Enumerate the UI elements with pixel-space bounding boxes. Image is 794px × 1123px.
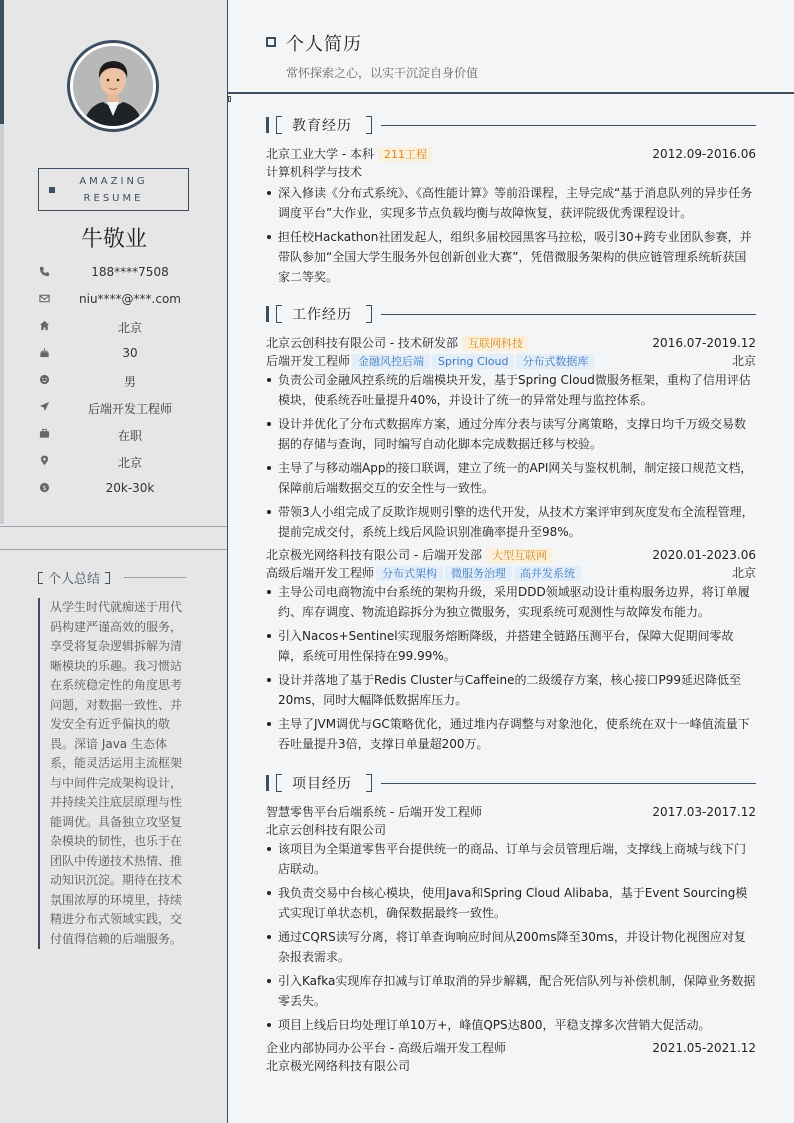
job-date: 2016.07-2019.12	[652, 336, 756, 350]
industry-tag: 大型互联网	[486, 548, 553, 563]
education-entry	[266, 145, 756, 291]
list-item: 负责公司金融风控系统的后端模块开发，基于Spring Cloud微服务框架，重构了信用评估模块，使系统吞吐量提升40%，并设计了统一的异常处理与监控体系。	[266, 370, 756, 410]
school-name: 北京工业大学 - 本科	[266, 147, 374, 161]
svg-text:$: $	[41, 483, 47, 492]
list-item: 引入Nacos+Sentinel实现服务熔断降级，并搭建全链路压测平台，保障大促期间零故障，系统可用性保持在99.99%。	[266, 626, 756, 666]
section-bar	[266, 117, 269, 133]
send-icon	[38, 401, 50, 413]
bracket-left-icon	[276, 116, 282, 134]
skill-tag: 微服务治理	[445, 566, 512, 581]
list-item: 主导了JVM调优与GC策略优化，通过堆内存调整与对象池化，使系统在双十一峰值流量下吞吐量提升3倍，支撑日单量超200万。	[266, 714, 756, 754]
list-item: 主导了与移动端App的接口联调，建立了统一的API网关与鉴权机制，制定接口规范文档，保障前后端数据交互的安全性与一致性。	[266, 458, 756, 498]
job-entry	[266, 546, 756, 758]
list-item: 引入Kafka实现库存扣减与订单取消的异步解耦，配合死信队列与补偿机制，保障业务数据零丢失。	[266, 971, 756, 1011]
badge-line-1: AMAZING	[79, 176, 148, 187]
gender-value: 男	[123, 375, 136, 389]
school-tag: 211工程	[378, 147, 433, 162]
info-row-city	[0, 452, 228, 479]
info-row-salary	[0, 479, 228, 506]
job-city: 北京	[731, 566, 756, 580]
badge-square-icon	[49, 187, 55, 193]
project-entry	[266, 803, 756, 1039]
education-date: 2012.09-2016.06	[652, 147, 756, 161]
projects-title: 项目经历	[292, 776, 352, 792]
bracket-right-icon	[366, 774, 372, 792]
work-heading	[266, 304, 756, 324]
age-value: 30	[122, 346, 138, 360]
skill-tag: 分布式数据库	[516, 354, 594, 369]
job-entry	[266, 334, 756, 546]
candidate-name: 牛敬业	[80, 227, 147, 252]
money-icon	[38, 482, 50, 494]
info-row-phone	[0, 263, 228, 290]
skill-tag: Spring Cloud	[432, 354, 514, 369]
skill-tag: 金融风控后端	[352, 354, 430, 369]
bracket-right-icon	[105, 572, 110, 584]
section-bar	[266, 775, 269, 791]
bracket-right-icon	[366, 116, 372, 134]
info-row-status	[0, 425, 228, 452]
briefcase-icon	[38, 428, 50, 440]
project-company: 北京云创科技有限公司	[266, 823, 387, 837]
position-value: 后端开发工程师	[87, 402, 172, 416]
bracket-right-icon	[366, 305, 372, 323]
skill-tag: 分布式架构	[376, 566, 443, 581]
list-item: 设计并优化了分布式数据库方案，通过分库分表与读写分离策略，支撑日均千万级交易数据的存储与查询，同时编写自动化脚本完成数据迁移与校验。	[266, 414, 756, 454]
avatar-portrait-icon	[73, 46, 153, 126]
education-heading	[266, 115, 756, 135]
email-value: niu****@***.com	[79, 292, 181, 306]
header-rule	[228, 92, 794, 94]
phone-icon	[38, 266, 50, 278]
sidebar-divider	[0, 526, 227, 527]
job-role: 高级后端开发工程师	[266, 566, 375, 580]
hometown-value: 北京	[117, 321, 142, 335]
list-item: 担任校Hackathon社团发起人，组织多届校园黑客马拉松，吸引30+跨专业团队参赛，并带队参加“全国大学生服务外包创新创业大赛”，凭借微服务架构的供应链管理系统斩获国家二等奖。	[266, 227, 756, 287]
bracket-left-icon	[38, 572, 43, 584]
section-rule	[381, 314, 756, 315]
job-role: 后端开发工程师	[266, 354, 351, 368]
amazing-resume-badge	[38, 168, 189, 211]
status-value: 在职	[117, 429, 142, 443]
project-date: 2021.05-2021.12	[652, 1041, 756, 1055]
location-pin-icon	[38, 455, 50, 467]
info-row-age	[0, 344, 228, 371]
salary-value: 20k-30k	[105, 481, 155, 495]
list-item: 带领3人小组完成了反欺诈规则引擎的迭代开发，从技术方案评审到灰度发布全流程管理，提前完成交付，系统上线后风险识别准确率提升至98%。	[266, 502, 756, 542]
project-date: 2017.03-2017.12	[652, 805, 756, 819]
work-title: 工作经历	[292, 307, 352, 323]
title-square-icon	[266, 37, 276, 47]
info-row-gender	[0, 371, 228, 398]
job-city: 北京	[731, 354, 756, 368]
phone-value: 188****7508	[91, 265, 169, 279]
section-rule	[381, 783, 756, 784]
sidebar	[0, 0, 228, 1123]
sidebar-divider	[0, 549, 227, 550]
industry-tag: 互联网科技	[462, 336, 529, 351]
summary-heading-line	[124, 577, 186, 578]
section-bar	[266, 306, 269, 322]
list-item: 项目上线后日均处理订单10万+，峰值QPS达800，平稳支撑多次营销大促活动。	[266, 1015, 756, 1035]
list-item: 主导公司电商物流中台系统的架构升级，采用DDD领域驱动设计重构服务边界，将订单履约、库存调度、物流追踪拆分为独立微服务，实现系统可观测性与故障发布能力。	[266, 582, 756, 622]
city-value: 北京	[117, 456, 142, 470]
list-item: 通过CQRS读写分离，将订单查询响应时间从200ms降至30ms，并设计物化视图应对复杂报表需求。	[266, 927, 756, 967]
page-title: 个人简历	[286, 34, 362, 55]
project-company: 北京极光网络科技有限公司	[266, 1059, 411, 1073]
badge-line-2: RESUME	[83, 193, 144, 204]
summary-title: 个人总结	[48, 572, 101, 587]
summary-text: 从学生时代就痴迷于用代码构建严谨高效的服务，享受将复杂逻辑拆解为清晰模块的乐趣。我习惯站在系统稳定性的角度思考问题，对数据一致性、并发安全有近乎偏执的敬畏。深谙 Java 生态体系，能灵活运用主流框架与中间件完成架构设计，并持续关注底层原理与性能调优。具备独立攻坚复杂模块的韧性，也乐于在团队中传递技术热情、推动知识沉淀。期待在技术氛围浓厚的环境里，持续精进分布式领域实践，交付值得信赖的后端服务。	[38, 598, 190, 949]
info-row-position	[0, 398, 228, 425]
list-item: 设计并落地了基于Redis Cluster与Caffeine的二级缓存方案，核心接口P99延迟降低至20ms，同时大幅降低数据库压力。	[266, 670, 756, 710]
project-name: 企业内部协同办公平台 - 高级后端开发工程师	[266, 1041, 506, 1055]
sidebar-accent-stripe	[0, 0, 4, 124]
bracket-left-icon	[276, 305, 282, 323]
list-item: 我负责交易中台核心模块，使用Java和Spring Cloud Alibaba，基于Event Sourcing模式实现订单状态机，确保数据最终一致性。	[266, 883, 756, 923]
contact-info-list	[0, 263, 228, 506]
home-icon	[38, 320, 50, 332]
cake-icon	[38, 347, 50, 359]
avatar-frame	[67, 40, 159, 132]
page-subtitle: 常怀探索之心，以实干沉淀自身价值	[286, 66, 479, 80]
skill-tag: 高并发系统	[514, 566, 581, 581]
summary-heading	[38, 568, 110, 587]
job-company: 北京极光网络科技有限公司 - 后端开发部	[266, 548, 482, 562]
job-company: 北京云创科技有限公司 - 技术研发部	[266, 336, 458, 350]
project-name: 智慧零售平台后端系统 - 后端开发工程师	[266, 805, 482, 819]
list-item: 深入修读《分布式系统》、《高性能计算》等前沿课程，主导完成“基于消息队列的异步任务调度平台”大作业，实现多节点负载均衡与故障恢复，获评院级优秀课程设计。	[266, 183, 756, 223]
list-item: 该项目为全渠道零售平台提供统一的商品、订单与会员管理后端，支撑线上商城与线下门店联动。	[266, 839, 756, 879]
education-major: 计算机科学与技术	[266, 165, 363, 179]
education-title: 教育经历	[292, 118, 352, 134]
info-row-hometown	[0, 317, 228, 344]
avatar	[73, 46, 153, 126]
job-date: 2020.01-2023.06	[652, 548, 756, 562]
bracket-left-icon	[276, 774, 282, 792]
header-rule-marker	[228, 96, 231, 102]
info-row-email	[0, 290, 228, 317]
project-entry	[266, 1039, 756, 1075]
smiley-icon	[38, 374, 50, 386]
mail-icon	[38, 293, 50, 305]
section-rule	[381, 125, 756, 126]
projects-heading	[266, 773, 756, 793]
